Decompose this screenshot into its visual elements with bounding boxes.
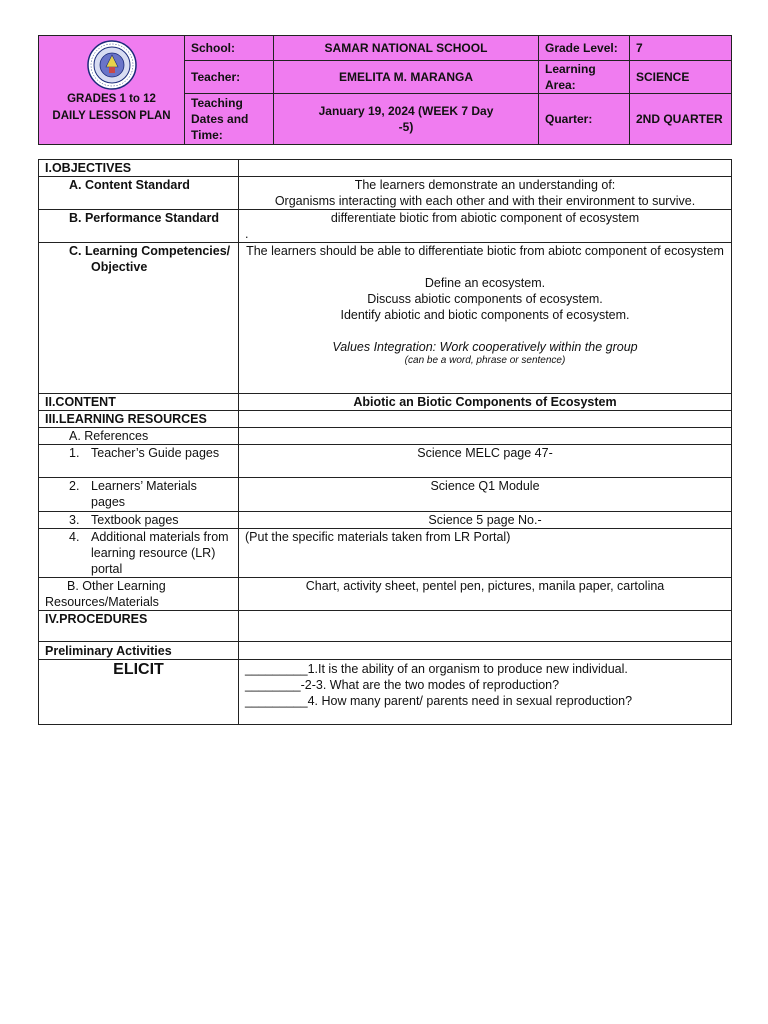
table-row <box>39 529 732 578</box>
textbook-number: 3. <box>69 513 80 527</box>
objective-item-3: Identify abiotic and biotic components of ecosystem. <box>340 308 630 322</box>
elicit-cell <box>39 660 239 725</box>
table-row <box>39 243 732 394</box>
elicit-question-3: _________4. How many parent/ parents need in sexual reproduction? <box>245 694 633 708</box>
table-row <box>39 210 732 243</box>
other-resources-label: B. Other Learning Resources/Materials <box>39 578 239 611</box>
school-label: School: <box>185 36 274 61</box>
elicit-question-2: ________-2-3. What are the two modes of reproduction? <box>245 678 560 692</box>
preliminary-activities-label: Preliminary Activities <box>39 642 239 660</box>
teacher-label: Teacher: <box>185 61 274 94</box>
values-note: (can be a word, phrase or sentence) <box>404 355 566 366</box>
additional-materials-text: Additional materials from learning resource (LR) portal <box>91 530 229 576</box>
doc-title-line1: GRADES 1 to 12 <box>67 93 156 105</box>
table-row <box>39 177 732 210</box>
content-heading: II.CONTENT <box>39 394 239 411</box>
table-row <box>39 445 732 478</box>
table-row <box>39 512 732 529</box>
deped-seal-icon <box>87 40 137 90</box>
header-logo-cell <box>39 36 185 145</box>
learning-competencies-label: C. Learning Competencies/ Objective <box>39 243 239 394</box>
additional-materials-number: 4. <box>69 530 80 544</box>
table-row <box>39 478 732 512</box>
objectives-heading: I.OBJECTIVES <box>39 160 239 177</box>
learners-materials-text: Learners’ Materials pages <box>91 479 197 509</box>
teachers-guide-text: Teacher’s Guide pages <box>91 446 220 460</box>
table-row <box>39 428 732 445</box>
performance-standard-dot: . <box>245 227 249 241</box>
learners-materials-label <box>39 478 239 512</box>
competencies-intro: The learners should be able to differentiate biotic from abiotc component of ecosystem <box>246 244 724 258</box>
lesson-plan-table <box>38 159 732 725</box>
quarter-value: 2ND QUARTER <box>630 94 732 145</box>
textbook-text: Textbook pages <box>91 513 179 527</box>
table-row <box>39 642 732 660</box>
table-row <box>39 611 732 642</box>
teachers-guide-value: Science MELC page 47- <box>239 445 732 478</box>
teaching-dates-value: January 19, 2024 (WEEK 7 Day -5) <box>274 94 539 145</box>
table-row <box>39 411 732 428</box>
doc-title-line2: DAILY LESSON PLAN <box>52 110 171 122</box>
learning-area-label: Learning Area: <box>539 61 630 94</box>
textbook-value: Science 5 page No.- <box>239 512 732 529</box>
teacher-value: EMELITA M. MARANGA <box>274 61 539 94</box>
table-row <box>39 660 732 725</box>
procedures-heading: IV.PROCEDURES <box>39 611 239 642</box>
content-value: Abiotic an Biotic Components of Ecosystem <box>239 394 732 411</box>
teaching-dates-label: Teaching Dates and Time: <box>185 94 274 145</box>
content-standard-line1: The learners demonstrate an understanding of: <box>354 178 616 192</box>
learners-materials-number: 2. <box>69 479 80 493</box>
learning-area-value: SCIENCE <box>630 61 732 94</box>
table-row <box>39 160 732 177</box>
performance-standard-value <box>239 210 732 243</box>
performance-standard-text: differentiate biotic from abiotic component of ecosystem <box>330 211 640 225</box>
performance-standard-label: B. Performance Standard <box>39 210 239 243</box>
teachers-guide-number: 1. <box>69 446 80 460</box>
objective-item-1: Define an ecosystem. <box>424 276 546 290</box>
teachers-guide-label <box>39 445 239 478</box>
textbook-label <box>39 512 239 529</box>
grade-level-value: 7 <box>630 36 732 61</box>
school-value: SAMAR NATIONAL SCHOOL <box>274 36 539 61</box>
additional-materials-value: (Put the specific materials taken from LR Portal) <box>239 529 732 578</box>
table-row <box>39 394 732 411</box>
quarter-label: Quarter: <box>539 94 630 145</box>
references-label: A. References <box>39 428 239 445</box>
content-standard-line2: Organisms interacting with each other and with their environment to survive. <box>274 194 696 208</box>
lesson-plan-header <box>38 35 732 145</box>
content-standard-value <box>239 177 732 210</box>
table-row <box>39 578 732 611</box>
grade-level-label: Grade Level: <box>539 36 630 61</box>
objective-item-2: Discuss abiotic components of ecosystem. <box>367 292 603 306</box>
learning-competencies-value <box>239 243 732 394</box>
elicit-label: ELICIT <box>113 661 164 678</box>
values-integration: Values Integration: Work cooperatively within the group <box>332 340 638 354</box>
learners-materials-value: Science Q1 Module <box>239 478 732 512</box>
additional-materials-label <box>39 529 239 578</box>
elicit-questions <box>239 660 732 725</box>
content-standard-label: A. Content Standard <box>39 177 239 210</box>
other-resources-value: Chart, activity sheet, pentel pen, pictures, manila paper, cartolina <box>239 578 732 611</box>
elicit-question-1: _________1.It is the ability of an organism to produce new individual. <box>245 662 628 676</box>
learning-resources-heading: III.LEARNING RESOURCES <box>39 411 239 428</box>
